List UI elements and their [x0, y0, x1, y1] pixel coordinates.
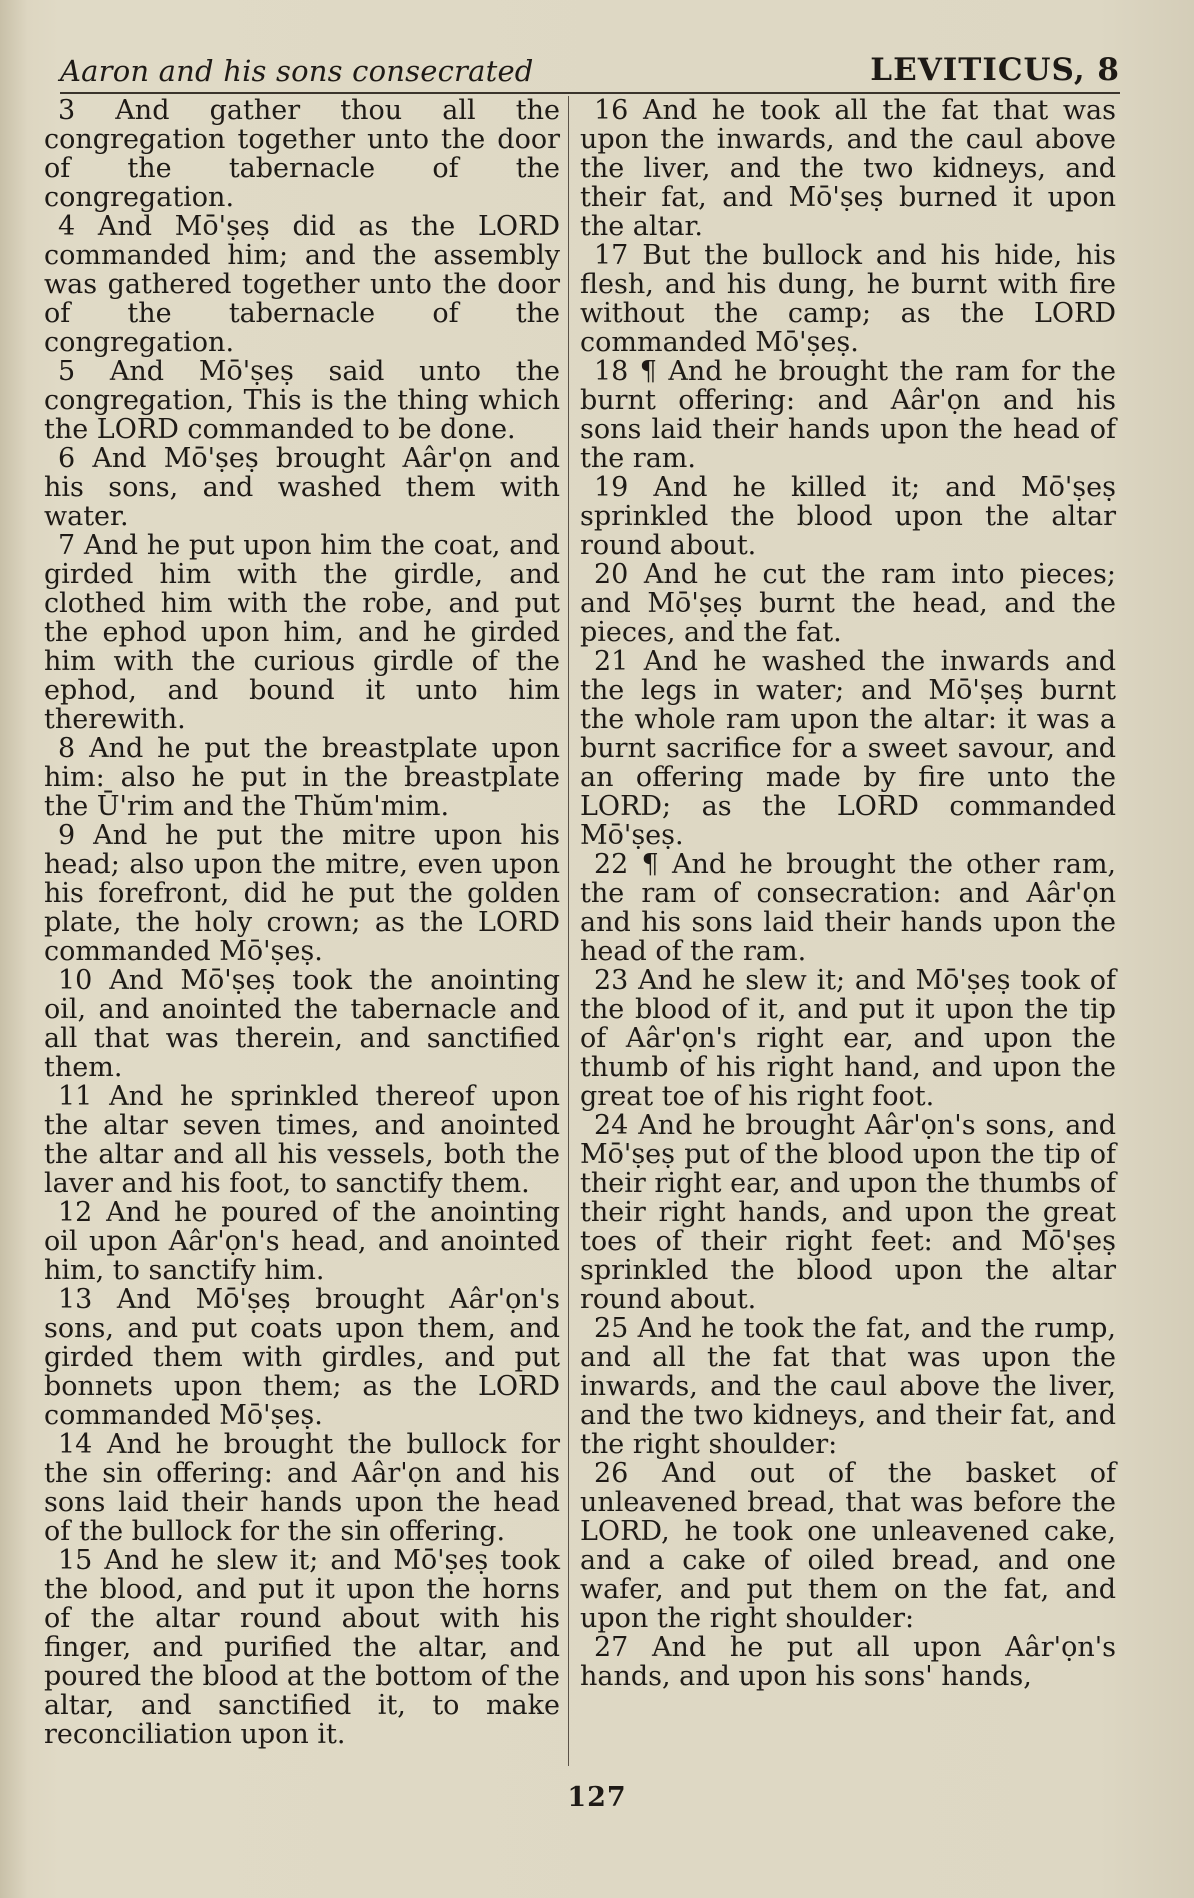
verse: 24 And he brought Aâr'ọn's sons, and Mō'ṣeṣ put of the blood upon the tip of their right ear, and upon the thumbs of their right hands, and upon the great toes of their right feet: and Mō'ṣeṣ sprinkled the blood upon the altar round about.	[580, 1110, 1116, 1315]
verse: 7 And he put upon him the coat, and girded him with the girdle, and clothed him with the robe, and put the ephod upon him, and he girded him with the curious girdle of the ephod, and bound it unto him therewith.	[44, 530, 560, 735]
verse: 20 And he cut the ram into pieces; and Mō'ṣeṣ burnt the head, and the pieces, and the fat.	[580, 559, 1116, 648]
verse: 13 And Mō'ṣeṣ brought Aâr'ọn's sons, and put coats upon them, and girded them with girdles, and put bonnets upon them; as the LORD commanded Mō'ṣeṣ.	[44, 1284, 560, 1431]
verse: 8 And he put the breastplate upon him: also he put in the breastplate the Ū'rim and the Thŭm'mim.	[44, 733, 560, 822]
column-divider	[568, 96, 569, 1766]
verse: 6 And Mō'ṣeṣ brought Aâr'ọn and his sons, and washed them with water.	[44, 443, 560, 532]
header-book-chapter: LEVITICUS, 8	[870, 52, 1120, 88]
verse: 17 But the bullock and his hide, his flesh, and his dung, he burnt with fire without the camp; as the LORD commanded Mō'ṣeṣ.	[580, 240, 1116, 358]
header-section-title: Aaron and his sons consecrated	[60, 54, 534, 88]
verse: 4 And Mō'ṣeṣ did as the LORD commanded him; and the assembly was gathered together unto the door of the tabernacle of the congregation.	[44, 211, 560, 358]
right-column	[580, 96, 1116, 1691]
verse: 18 ¶ And he brought the ram for the burnt offering: and Aâr'ọn and his sons laid their hands upon the head of the ram.	[580, 356, 1116, 474]
verse: 21 And he washed the inwards and the legs in water; and Mō'ṣeṣ burnt the whole ram upon the altar: it was a burnt sacrifice for a sweet savour, and an offering made by fire unto the LORD; as the LORD commanded Mō'ṣeṣ.	[580, 646, 1116, 851]
verse: 19 And he killed it; and Mō'ṣeṣ sprinkled the blood upon the altar round about.	[580, 472, 1116, 561]
verse: 12 And he poured of the anointing oil upon Aâr'ọn's head, and anointed him, to sanctify him.	[44, 1197, 560, 1286]
verse: 14 And he brought the bullock for the sin offering: and Aâr'ọn and his sons laid their hands upon the head of the bullock for the sin offering.	[44, 1429, 560, 1547]
verse: 11 And he sprinkled thereof upon the altar seven times, and anointed the altar and all his vessels, both the laver and his foot, to sanctify them.	[44, 1081, 560, 1199]
left-column	[44, 96, 560, 1749]
verse: 27 And he put all upon Aâr'ọn's hands, and upon his sons' hands,	[580, 1632, 1116, 1692]
verse: 15 And he slew it; and Mō'ṣeṣ took the blood, and put it upon the horns of the altar round about with his finger, and purified the altar, and poured the blood at the bottom of the altar, and sanctified it, to make reconciliation upon it.	[44, 1545, 560, 1750]
verse: 26 And out of the basket of unleavened bread, that was before the LORD, he took one unleavened cake, and a cake of oiled bread, and one wafer, and put them on the fat, and upon the right shoulder:	[580, 1458, 1116, 1634]
verse: 5 And Mō'ṣeṣ said unto the congregation, This is the thing which the LORD commanded to be done.	[44, 356, 560, 445]
verse: 16 And he took all the fat that was upon the inwards, and the caul above the liver, and the two kidneys, and their fat, and Mō'ṣeṣ burned it upon the altar.	[580, 95, 1116, 242]
verse: 3 And gather thou all the congregation together unto the door of the tabernacle of the congregation.	[44, 95, 560, 213]
verse: 22 ¶ And he brought the other ram, the ram of consecration: and Aâr'ọn and his sons laid their hands upon the head of the ram.	[580, 849, 1116, 967]
verse: 25 And he took the fat, and the rump, and all the fat that was upon the inwards, and the caul above the liver, and the two kidneys, and their fat, and the right shoulder:	[580, 1313, 1116, 1460]
header-rule	[60, 92, 1120, 94]
verse: 23 And he slew it; and Mō'ṣeṣ took of the blood of it, and put it upon the tip of Aâr'ọn's right ear, and upon the thumb of his right hand, and upon the great toe of his right foot.	[580, 965, 1116, 1112]
verse: 10 And Mō'ṣeṣ took the anointing oil, and anointed the tabernacle and all that was therein, and sanctified them.	[44, 965, 560, 1083]
running-header	[60, 36, 1120, 88]
page-number: 127	[567, 1782, 627, 1813]
verse: 9 And he put the mitre upon his head; also upon the mitre, even upon his forefront, did he put the golden plate, the holy crown; as the LORD commanded Mō'ṣeṣ.	[44, 820, 560, 967]
